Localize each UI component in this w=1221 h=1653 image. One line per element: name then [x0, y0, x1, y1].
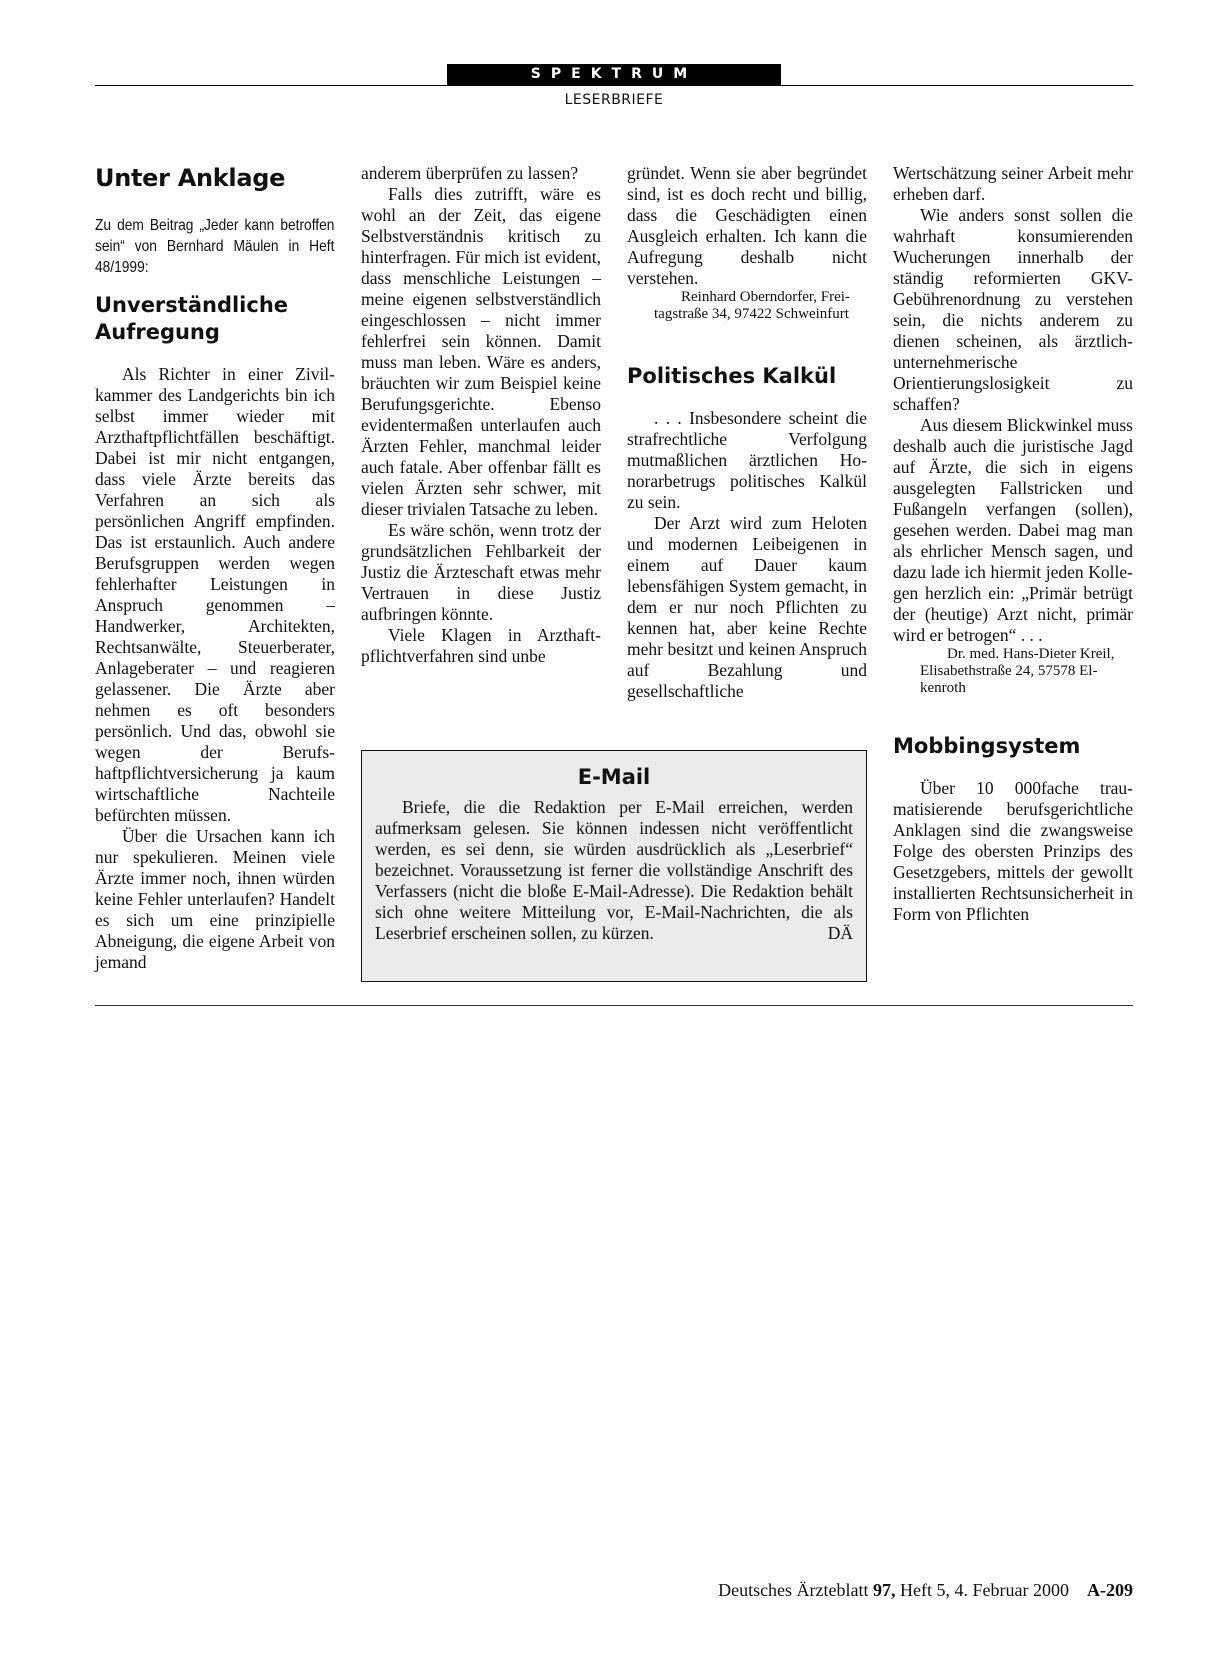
email-info-box — [361, 750, 867, 982]
issue-info: Heft 5, 4. Februar 2000 — [900, 1580, 1069, 1600]
paragraph: . . . Insbesondere scheint die strafrechtliche Verfolgung mutmaßlichen ärztlichen Honorarbetrugs politisches Kalkül zu sein. — [627, 408, 867, 512]
column-4 — [893, 163, 1133, 925]
paragraph: anderem überprüfen zu lassen? — [361, 163, 579, 183]
paragraph: Wie anders sonst sollen die wahrhaft konsumierenden Wucherungen innerhalb der ständig reformierten GKV-Gebührenordnung zu verstehen sein, die nichts anderem zu dienen scheinen, als ärztlich-unternehmerische Orientierungslosigkeit zu schaffen? — [893, 205, 1133, 414]
signature: Dr. med. Hans-Dieter Kreil, Elisabethstraße 24, 57578 Elkenroth — [920, 646, 1115, 696]
paragraph: Aus diesem Blickwinkel muss deshalb auch die juristische Jagd auf Ärzte, die sich in eigens ausgelegten Fallstricken und Fußangeln verfangen (sollen), gesehen werden. Dabei mag man als ehrlicher Mensch sagen, und dazu lade ich hiermit jeden Kollegen herzlich ein: „Primär betrügt der (heutige) Arzt nicht, primär wird er betrogen“ . . . — [893, 415, 1133, 645]
column-3 — [627, 163, 867, 702]
letter-title-1: Unverständliche Aufregung — [95, 293, 289, 344]
paragraph: gründet. Wenn sie aber begründet sind, ist es doch recht und billig, dass die Geschädigten einen Ausgleich erhalten. Ich kann die Aufregung deshalb nicht verstehen. — [627, 163, 867, 288]
subsection-label: LESERBRIEFE — [564, 92, 664, 108]
column-2 — [361, 163, 601, 667]
email-box-tag: DÄ — [827, 923, 853, 943]
header-rule — [95, 85, 1133, 86]
paragraph: Falls dies zutrifft, wäre es wohl an der Zeit, das eigene Selbstverständnis kritisch zu hinterfragen. Für mich ist evident, dass menschliche Leistungen – meine eigenen selbstverständlich eingeschlossen – nicht immer fehlerfrei sein können. Damit muss man leben. Wäre es anders, bräuchten wir zum Beispiel keine Berufungsgerichte. Ebenso evidentermaßen unterlaufen auch Ärzten Fehler, manchmal leider auch fatale. Aber offenbar fällt es vielen Ärzten sehr schwer, mit dieser trivialen Tatsache zu leben. — [361, 184, 601, 519]
section-banner: SPEKTRUM — [447, 64, 781, 85]
main-title: Unter Anklage — [95, 164, 286, 192]
journal-name: Deutsches Ärzteblatt — [718, 1580, 869, 1600]
paragraph: Wertschätzung seiner Arbeit mehr erheben darf. — [893, 163, 1133, 204]
paragraph: Es wäre schön, wenn trotz der grundsätzlichen Fehlbarkeit der Justiz die Ärzteschaft etwas mehr Vertrauen in diese Justiz aufbringen könnte. — [361, 520, 601, 624]
signature: Reinhard Oberndorfer, Freitagstraße 34, 97422 Schweinfurt — [654, 289, 850, 322]
paragraph: Der Arzt wird zum Heloten und modernen Leibeigenen in einem auf Dauer kaum lebensfähigen System gemacht, in dem er nur noch Pflichten zu kennen hat, aber keine Rechte mehr besitzt und keinen Anspruch auf Bezahlung und gesellschaftliche — [627, 513, 867, 701]
letter-title-3: Mobbingsystem — [893, 734, 1081, 758]
paragraph: Über die Ursachen kann ich nur spekulieren. Meinen viele Ärzte immer noch, ihnen würden keine Fehler unterlaufen? Handelt es sich um eine prinzipielle Abneigung, die eigene Arbeit von jemand — [95, 826, 335, 972]
paragraph: Über 10 000fache traumatisierende berufsgerichtliche Anklagen sind die zwangsweise Folge des obersten Prinzips des Gesetzgebers, mittels der gewollt installierten Rechtsunsicherheit in Form von Pflichten — [893, 778, 1133, 924]
email-box-body: Briefe, die die Redaktion per E-Mail erreichen, werden aufmerksam gelesen. Sie können indessen nicht veröffentlicht werden, es sei denn, sie würden ausdrücklich als „Leserbrief“ bezeichnet. Voraussetzung ist ferner die vollständige Anschrift des Verfassers (nicht die bloße E-Mail-Adresse). Die Redaktion behält sich ohne weitere Mitteilung vor, E-Mail-Nachrichten, die als Leserbrief erscheinen sollen, zu kürzen. — [375, 797, 853, 943]
paragraph: Viele Klagen in Arzthaftpflichtverfahren sind unbe — [361, 625, 601, 666]
email-box-title: E-Mail — [577, 765, 651, 789]
letter-title-2: Politisches Kalkül — [627, 364, 837, 388]
column-1 — [95, 163, 335, 973]
email-box-text — [375, 797, 853, 944]
page-number: A-209 — [1087, 1580, 1133, 1600]
volume-number: 97, — [873, 1580, 896, 1600]
intro-text: Zu dem Beitrag „Jeder kann betroffen sein“ von Bernhard Mäulen in Heft 48/1999: — [95, 217, 335, 276]
page-footer — [600, 1580, 1133, 1601]
paragraph: Als Richter in einer Zivilkammer des Landgerichts bin ich selbst immer wieder mit Arzthaftpflichtfällen beschäftigt. Dabei ist mir nicht entgangen, dass viele Ärzte bereits das Verfahren an sich als persönlichen Angriff empfinden. Das ist erstaunlich. Auch andere Berufsgruppen werden wegen fehlerhafter Leistungen in Anspruch genommen – Handwerker, Architekten, Rechtsanwälte, Steuerberater, Anlageberater – und reagieren gelassener. Die Ärzte aber nehmen es oft besonders persönlich. Und das, obwohl sie wegen der Berufshaftpflichtversicherung ja kaum wirtschaftliche Nachteile befürchten müssen. — [95, 364, 335, 825]
bottom-rule — [95, 1005, 1133, 1006]
